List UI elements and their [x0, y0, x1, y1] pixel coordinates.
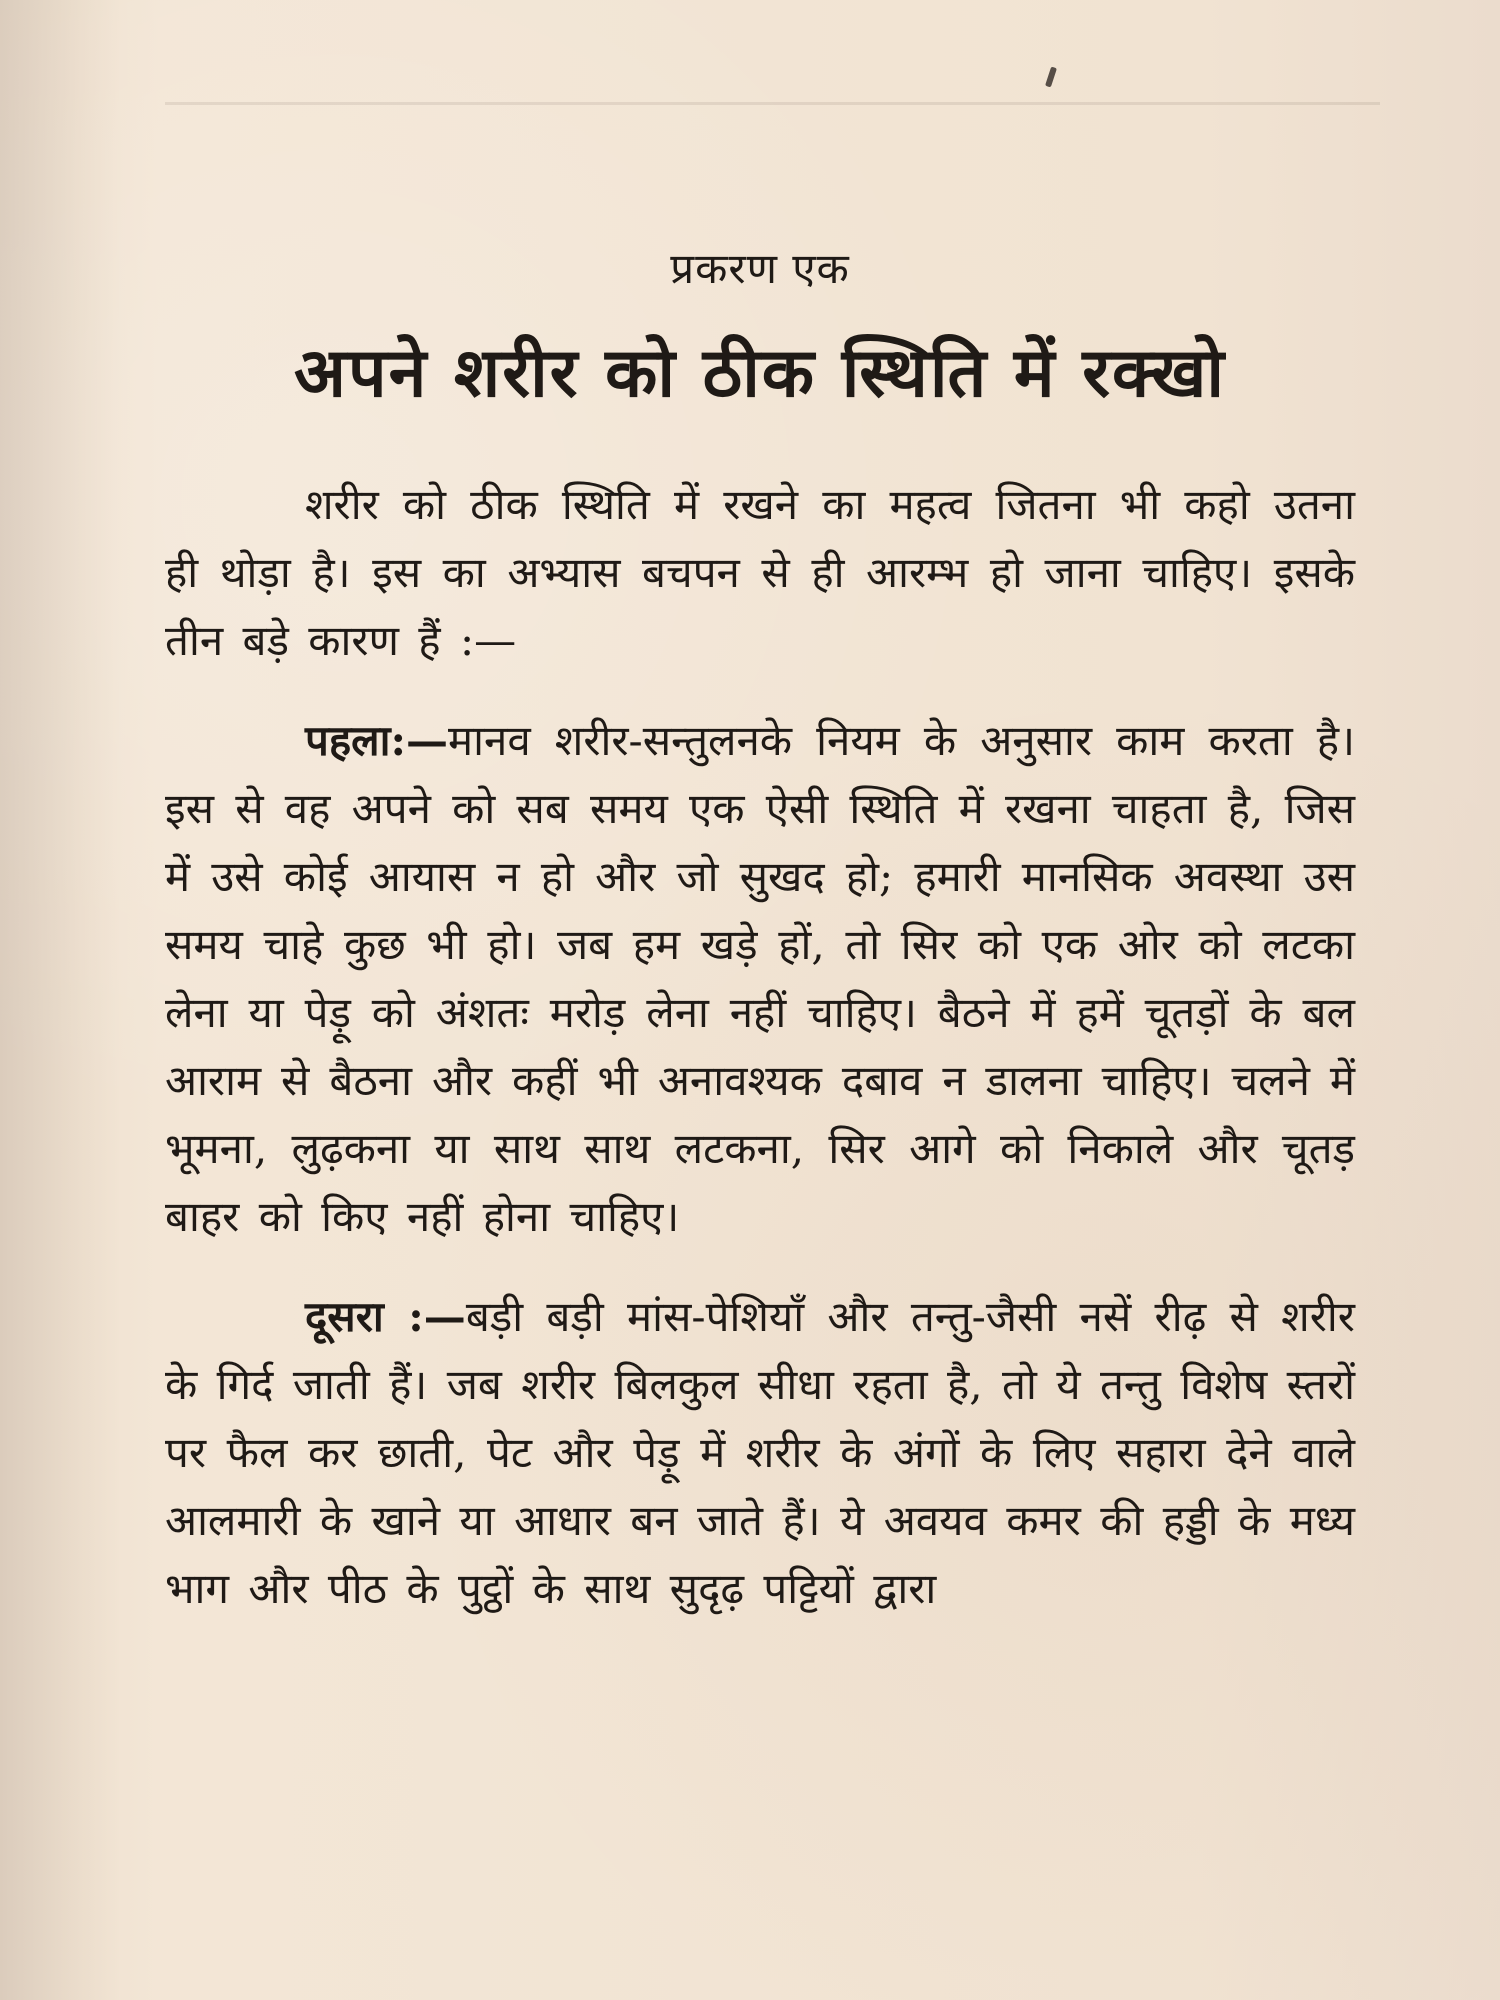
chapter-title: अपने शरीर को ठीक स्थिति में रक्खो	[294, 333, 1226, 413]
bleed-through-header	[165, 54, 1380, 105]
second-reason-lead: दूसरा :—	[305, 1292, 466, 1342]
page-spine-shadow	[0, 0, 120, 2000]
first-reason-text: मानव शरीर-सन्तुलनके नियम के अनुसार काम करता है। इस से वह अपने को सब समय एक ऐसी स्थिति में रखना चाहता है, जिस में उसे कोई आयास न हो और जो सुखद हो; हमारी मानसिक अवस्था उस समय चाहे कुछ भी हो। जब हम खड़े हों, तो सिर को एक ओर को लटका लेना या पेड़ू को अंशतः मरोड़ लेना नहीं चाहिए। बैठने में हमें चूतड़ों के बल आराम से बैठना और कहीं भी अनावश्यक दबाव न डालना चाहिए। चलने में भूमना, लुढ़कना या साथ साथ लटकना, सिर आगे को निकाले और चूतड़ बाहर को किए नहीं होना चाहिए।	[165, 716, 1355, 1242]
page-content	[165, 244, 1355, 1655]
chapter-label: प्रकरण एक	[670, 244, 850, 293]
intro-text: शरीर को ठीक स्थिति में रखने का महत्व जितना भी कहो उतना ही थोड़ा है। इस का अभ्यास बचपन से ही आरम्भ हो जाना चाहिए। इसके तीन बड़े कारण हैं :—	[165, 480, 1355, 666]
first-reason-lead: पहला:—	[305, 716, 449, 766]
intro-paragraph	[165, 471, 1355, 675]
second-reason-text: बड़ी बड़ी मांस-पेशियाँ और तन्तु-जैसी नसें रीढ़ से शरीर के गिर्द जाती हैं। जब शरीर बिलकुल सीधा रहता है, तो ये तन्तु विशेष स्तरों पर फैल कर छाती, पेट और पेड़ू में शरीर के अंगों के लिए सहारा देने वाले आलमारी के खाने या आधार बन जाते हैं। ये अवयव कमर की हड्डी के मध्य भाग और पीठ के पुट्ठों के साथ सुदृढ़ पट्टियों द्वारा	[165, 1292, 1355, 1614]
first-reason-paragraph	[165, 707, 1355, 1251]
second-reason-paragraph	[165, 1283, 1355, 1623]
